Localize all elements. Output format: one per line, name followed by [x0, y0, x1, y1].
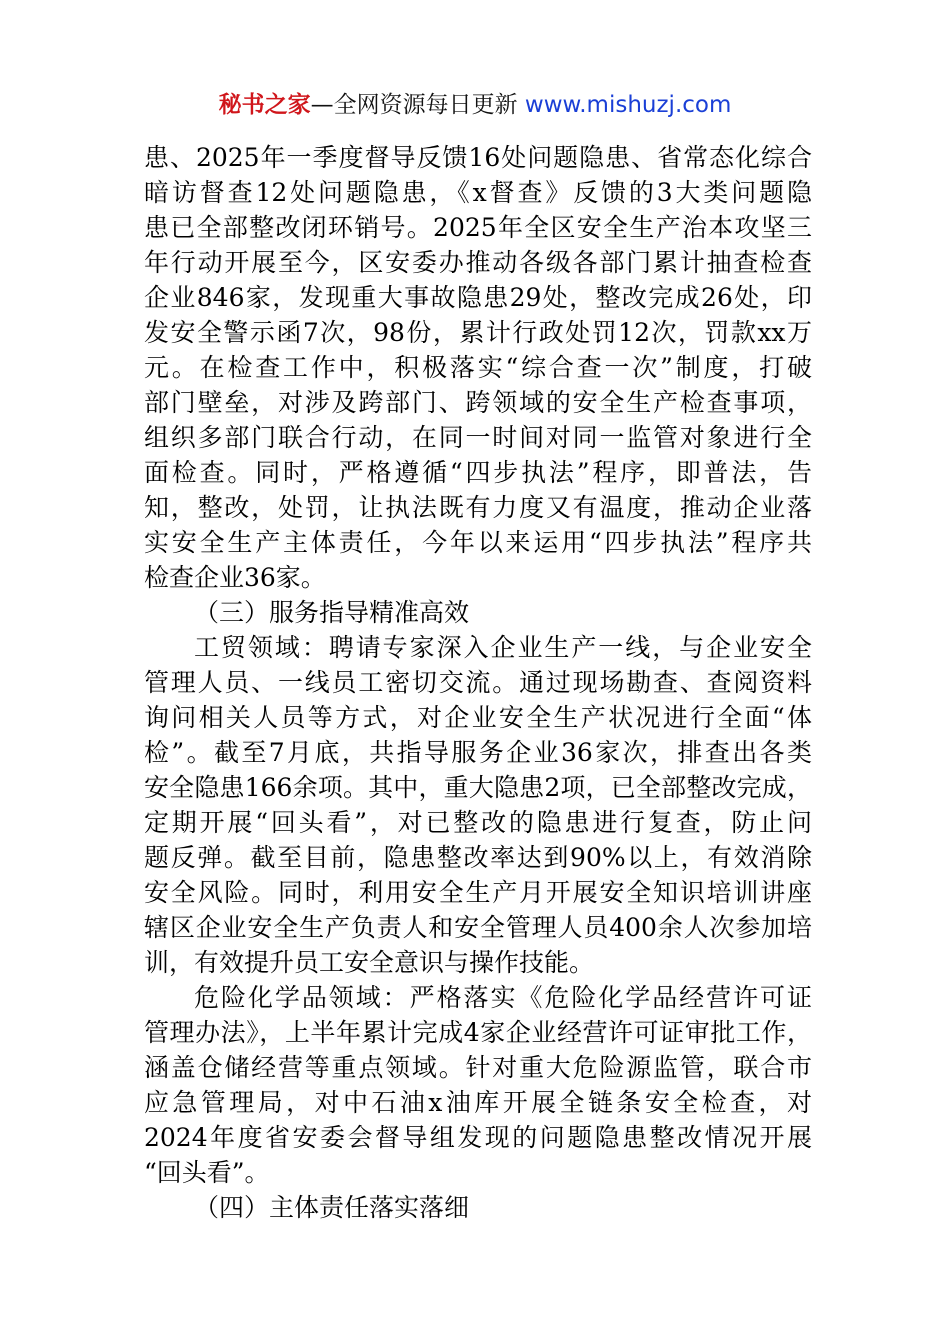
- paragraph-first-line: 危险化学品领域：严格落实《危险化学品经营许可证: [194, 983, 812, 1012]
- section-heading: （三）服务指导精准高效: [194, 598, 470, 627]
- text-line: “回头看”。: [144, 1158, 270, 1187]
- paragraph-first-line: 工贸领域：聘请专家深入企业生产一线，与企业安全: [194, 633, 812, 662]
- text-line: 辖区企业安全生产负责人和安全管理人员400余人次参加培: [144, 913, 812, 942]
- section-heading: （四）主体责任落实落细: [194, 1193, 470, 1222]
- text-line: 涵盖仓储经营等重点领域。针对重大危险源监管，联合市: [144, 1053, 812, 1082]
- site-tagline: —全网资源每日更新: [310, 92, 518, 118]
- text-line: 面检查。同时，严格遵循“四步执法”程序，即普法，告: [144, 458, 812, 487]
- text-line: 训，有效提升员工安全意识与操作技能。: [144, 948, 595, 977]
- text-line: 实安全生产主体责任，今年以来运用“四步执法”程序共: [144, 528, 812, 557]
- text-line: 应急管理局，对中石油x油库开展全链条安全检查，对: [144, 1088, 812, 1117]
- text-line: 元。在检查工作中，积极落实“综合查一次”制度，打破: [144, 353, 812, 382]
- text-line: 患、2025年一季度督导反馈16处问题隐患、省常态化综合: [144, 143, 812, 172]
- document-body: [144, 140, 812, 1225]
- text-line: 检”。截至7月底，共指导服务企业36家次，排查出各类: [144, 738, 812, 767]
- text-line: 检查企业36家。: [144, 563, 326, 592]
- site-brand: 秘书之家: [218, 92, 311, 118]
- text-line: 部门壁垒，对涉及跨部门、跨领域的安全生产检查事项，: [144, 388, 812, 417]
- site-url-link[interactable]: www.mishuzj.com: [524, 92, 732, 118]
- text-line: 安全隐患166余项。其中，重大隐患2项，已全部整改完成，: [144, 773, 812, 802]
- text-line: 知，整改，处罚，让执法既有力度又有温度，推动企业落: [144, 493, 812, 522]
- text-line: 定期开展“回头看”，对已整改的隐患进行复查，防止问: [144, 808, 812, 837]
- text-line: 暗访督查12处问题隐患，《x督查》反馈的3大类问题隐: [144, 178, 812, 207]
- text-line: 题反弹。截至目前，隐患整改率达到90%以上，有效消除: [144, 843, 812, 872]
- text-line: 年行动开展至今，区安委办推动各级各部门累计抽查检查: [144, 248, 812, 277]
- text-line: 询问相关人员等方式，对企业安全生产状况进行全面“体: [144, 703, 812, 732]
- text-line: 2024年度省安委会督导组发现的问题隐患整改情况开展: [144, 1123, 812, 1152]
- text-line: 管理办法》，上半年累计完成4家企业经营许可证审批工作，: [144, 1018, 812, 1047]
- site-header: [0, 88, 950, 122]
- text-line: 组织多部门联合行动，在同一时间对同一监管对象进行全: [144, 423, 812, 452]
- text-line: 安全风险。同时，利用安全生产月开展安全知识培训讲座: [144, 878, 812, 907]
- text-line: 发安全警示函7次，98份，累计行政处罚12次，罚款xx万: [144, 318, 812, 347]
- text-line: 管理人员、一线员工密切交流。通过现场勘查、查阅资料: [144, 668, 812, 697]
- text-line: 患已全部整改闭环销号。2025年全区安全生产治本攻坚三: [144, 213, 812, 242]
- text-line: 企业846家，发现重大事故隐患29处，整改完成26处，印: [144, 283, 812, 312]
